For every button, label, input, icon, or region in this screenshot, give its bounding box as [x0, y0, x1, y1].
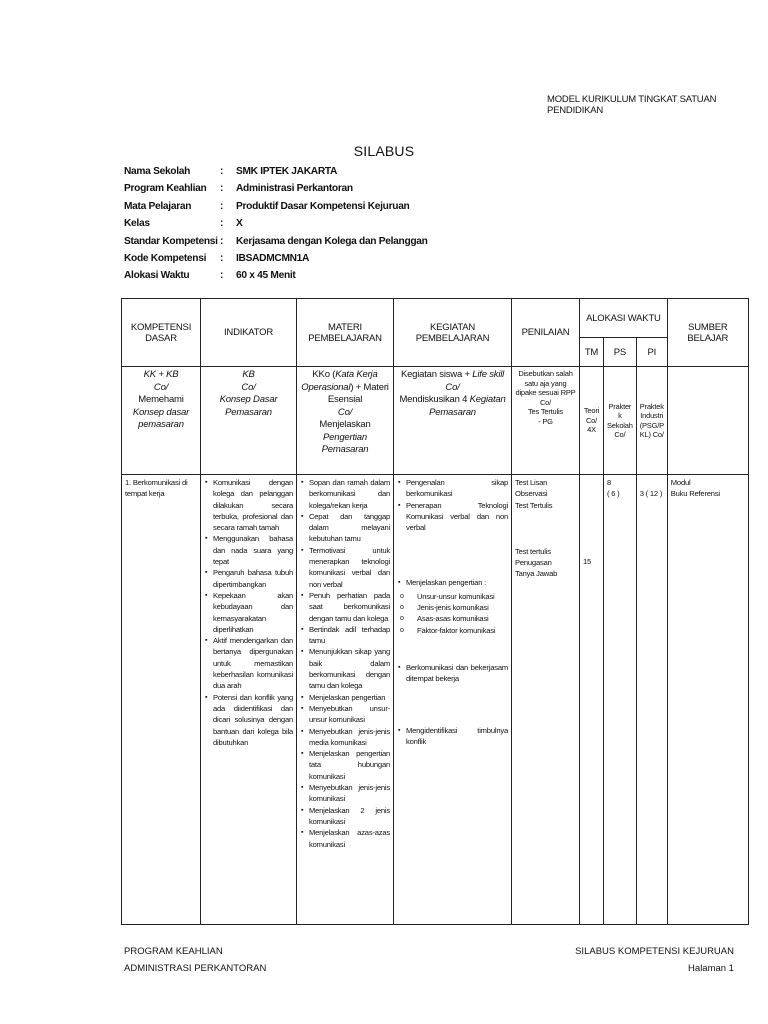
sub-kompetensi: KK + KB Co/ Memehami Konsep dasar pemasaran [122, 367, 201, 475]
document-model-label: MODEL KURIKULUM TINGKAT SATUAN PENDIDIKAN [547, 94, 717, 116]
list-item: ▪ Menjelaskan pengertian [309, 692, 390, 703]
row-ps: 8 ( 6 ) [604, 475, 637, 925]
list-item: ▪ Mengidentifikasi timbulnya konflik [406, 725, 508, 748]
sub-ps: Prakter k Sekolah Co/ [604, 367, 637, 475]
row-pi: 3 ( 12 ) [636, 475, 667, 925]
list-item: ▪ Termotivasi untuk menerapkan teknologi komunikasi verbal dan non verbal [309, 545, 390, 590]
row-kompetensi: 1. Berkomunikasi di tempat kerja [122, 475, 201, 925]
list-item: ▪ Pengenalan sikap berkomunikasi [406, 477, 508, 500]
list-item: o Asas-asas komunikasi [417, 613, 508, 624]
page-title: SILABUS [353, 143, 415, 159]
row-tm: 15 [580, 475, 604, 925]
sub-tm: Teori Co/ 4X [580, 367, 604, 475]
list-item: ▪ Menggunakan bahasa dan nada suara yang tepat [213, 533, 293, 567]
info-row: Kode Kompetensi : IBSADMCMN1A [124, 252, 310, 264]
header-kegiatan: KEGIATAN PEMBELAJARAN [394, 299, 512, 367]
list-item: o Faktor-faktor komunikasi [417, 625, 508, 636]
list-item: ▪ Kepekaan akan kebudayaan dan kemasyarakatan diperlihatkan [213, 590, 293, 635]
header-tm: TM [580, 338, 604, 367]
header-materi: MATERI PEMBELAJARAN [297, 299, 394, 367]
identity-block [124, 163, 536, 285]
header-penilaian: PENILAIAN [512, 299, 580, 367]
row-sumber: Modul Buku Referensi [667, 475, 748, 925]
list-item: ▪ Pengaruh bahasa tubuh dipertimbangkan [213, 567, 293, 590]
row-indikator [201, 475, 297, 925]
list-item: ▪ Penerapan Teknologi Komunikasi verbal dan non verbal [406, 500, 508, 534]
info-row: Mata Pelajaran : Produktif Dasar Kompetensi Kejuruan [124, 200, 410, 212]
list-item: ▪ Cepat dan tanggap dalam melayani kebutuhan tamu [309, 511, 390, 545]
header-indikator: INDIKATOR [201, 299, 297, 367]
list-item: ▪ Bertindak adil terhadap tamu [309, 624, 390, 647]
list-item: ▪ Menyebutkan jenis-jenis komunikasi [309, 782, 390, 805]
sub-indikator: KB Co/ Konsep Dasar Pemasaran [201, 367, 297, 475]
info-row: Kelas : X [124, 218, 243, 230]
row-penilaian: Test Lisan Observasi Test Tertulis Test tertulis Penugasan Tanya Jawab [512, 475, 580, 925]
list-item: ▪ Menunjukkan sikap yang baik dalam berkomunikasi dengan tamu dan kolega [309, 646, 390, 691]
list-item: ▪ Menjelaskan pengertian : [406, 577, 508, 588]
header-sumber-belajar: SUMBER BELAJAR [667, 299, 748, 367]
list-item: ▪ Berkomunikasi dan bekerjasam ditempat bekerja [406, 662, 508, 685]
list-item: ▪ Menyebutkan unsur-unsur komunikasi [309, 703, 390, 726]
list-item: ▪ Aktif mendengarkan dan bertanya dipergunakan untuk memastikan keberhasilan komunikasi dua arah [213, 635, 293, 691]
list-item: ▪ Penuh perhatian pada saat berkomunikasi dengan tamu dan kolega [309, 590, 390, 624]
sub-penilaian: Disebutkan salah satu aja yang dipake sesuai RPP Co/ Tes Tertulis - PG [512, 367, 580, 475]
header-kompetensi-dasar: KOMPETENSI DASAR [122, 299, 201, 367]
sub-pi: Praktek Industri (PSG/P KL) Co/ [636, 367, 667, 475]
list-item: ▪ Potensi dan konflik yang ada diidentifikasi dan dicari solusinya dengan bantuan dari kolega bila dibutuhkan [213, 692, 293, 748]
info-row: Program Keahlian : Administrasi Perkantoran [124, 183, 353, 195]
info-row: Standar Kompetensi : Kerjasama dengan Kolega dan Pelanggan [124, 235, 428, 247]
info-row: Nama Sekolah : SMK IPTEK JAKARTA [124, 166, 338, 177]
list-item: ▪ Menyebutkan jenis-jenis media komunikasi [309, 726, 390, 749]
header-alokasi-waktu: ALOKASI WAKTU [580, 299, 668, 338]
list-item: ▪ Komunikasi dengan kolega dan pelanggan dilakukan secara terbuka, profesional dan secara ramah tamah [213, 477, 293, 533]
sub-materi: KKo (Kata Kerja Operasional) + Materi Esensial Co/ Menjelaskan Pengertian Pemasaran [297, 367, 394, 475]
list-item: o Unsur-unsur komunikasi [417, 591, 508, 602]
header-ps: PS [604, 338, 637, 367]
row-kegiatan [394, 475, 512, 925]
header-pi: PI [636, 338, 667, 367]
list-item: o Jenis-jenis komunikasi [417, 602, 508, 613]
sub-kegiatan: Kegiatan siswa + Life skill Co/ Mendiskusikan 4 Kegiatan Pemasaran [394, 367, 512, 475]
list-item: ▪ Menjelaskan pengertian tata hubungan komunikasi [309, 748, 390, 782]
list-item: ▪ Menjelaskan azas-azas komunikasi [309, 827, 390, 850]
list-item: ▪ Sopan dan ramah dalam berkomunikasi dan kolega/rekan kerja [309, 477, 390, 511]
footer-left: PROGRAM KEAHLIAN ADMINISTRASI PERKANTORAN [124, 946, 267, 974]
row-materi [297, 475, 394, 925]
list-item: ▪ Menjelaskan 2 jenis komunikasi [309, 805, 390, 828]
info-row: Alokasi Waktu : 60 x 45 Menit [124, 270, 296, 282]
footer-right: SILABUS KOMPETENSI KEJURUAN Halaman 1 [575, 946, 734, 974]
syllabus-table [121, 298, 749, 925]
sub-sumber [667, 367, 748, 475]
